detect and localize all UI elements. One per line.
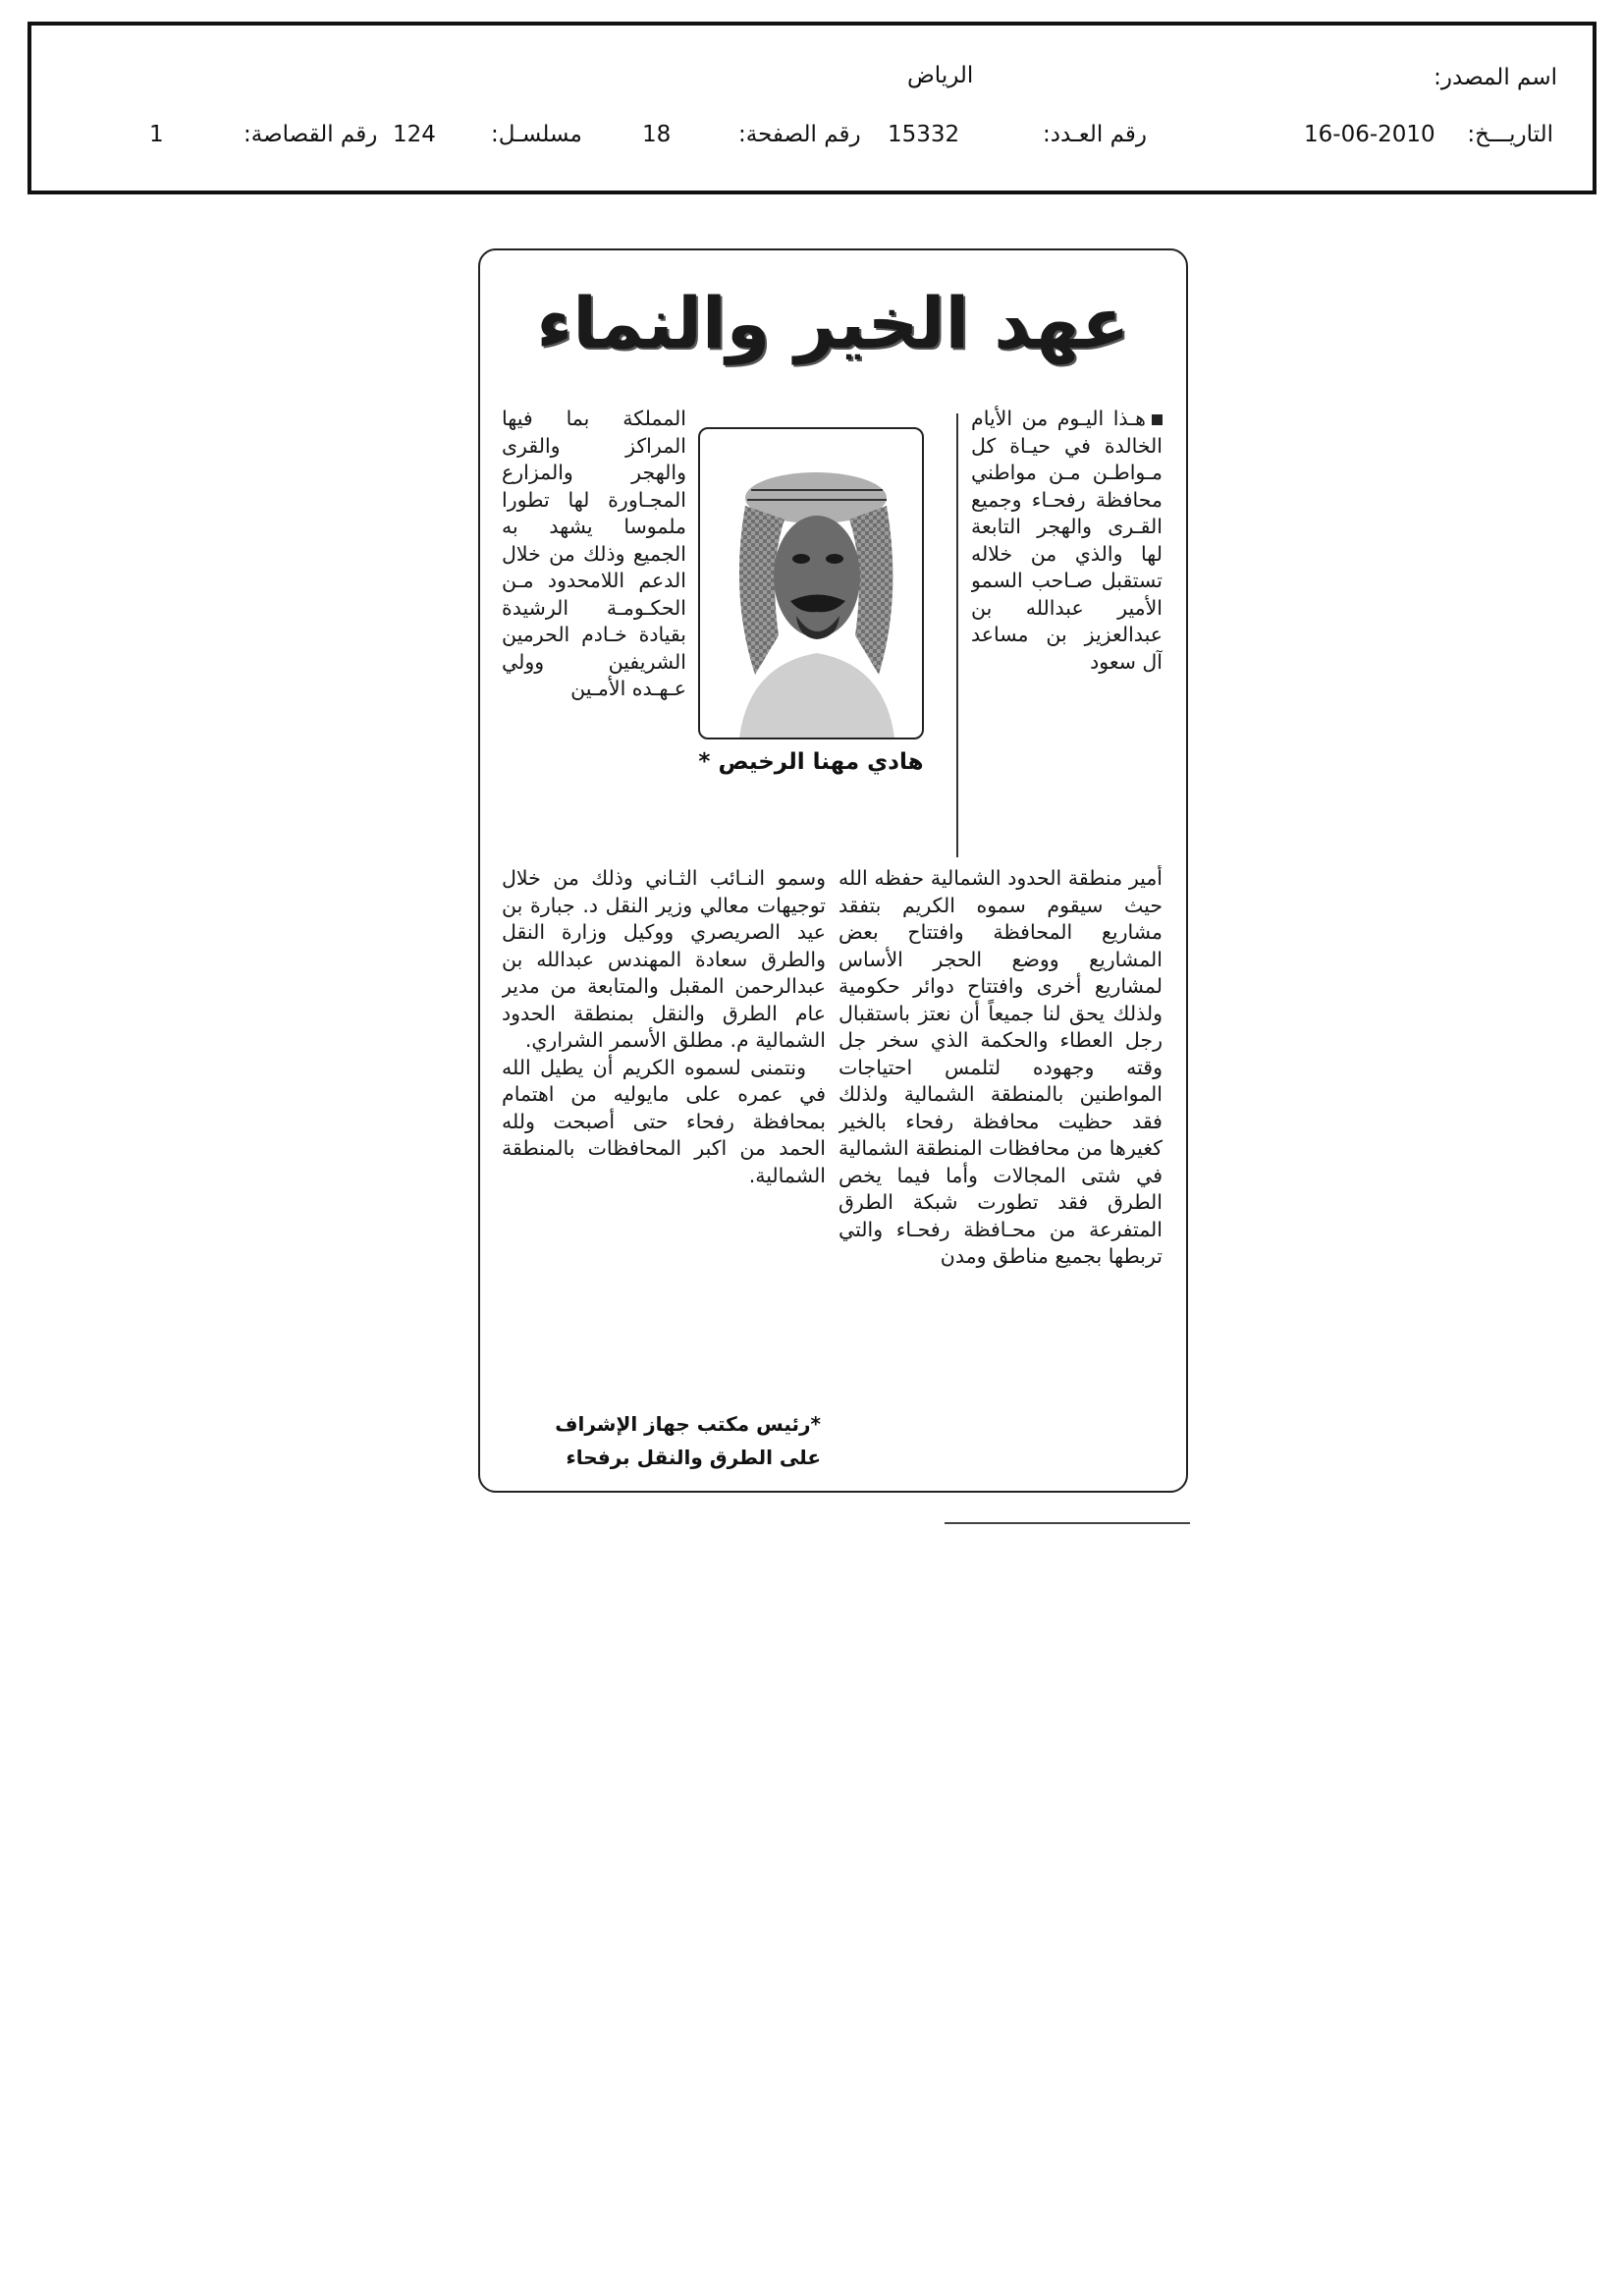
headline: عهد الخير والنماء	[536, 282, 1130, 364]
footnote-line-1: *رئيس مكتب جهاز الإشراف	[555, 1412, 821, 1436]
column-lower-right-text: أمير منطقة الحدود الشمالية حفظه الله حيث سيقوم سموه الكريم بتفقد مشاريع المحافظة وافتتاح بعض المشاريع ووضع الحجر الأساس لمشاريع أخرى وافتتاح دوائر حكومية ولذلك يحق لنا جميعاً أن نعتز باستقبال رجل العطاء والحكمة الذي سخر جل وقته وجهوده لتلمس احتياجات المواطنين بالمنطقة الشمالية ولذلك فقد حظيت محافظة رفحاء بالخير كغيرها من محافظات المنطقة الشمالية في شتى المجالات وأما فيما يخص الطرق فقد تطورت شبكة الطرق المتفرعة من محـافظة رفحـاء والتي تربطها بجميع مناطق ومدن	[839, 866, 1163, 1268]
bullet-icon	[1152, 414, 1163, 425]
article-clipping	[478, 248, 1188, 1493]
author-footnote	[487, 1407, 821, 1474]
clip-label: رقم القصاصة:	[243, 122, 378, 147]
date-value: 16-06-2010	[1304, 122, 1435, 147]
column-left-top-text: المملكة بما فيها المراكز والقرى والهجر والمزارع المجـاورة لها تطورا ملموسا يشهد به الجميع وذلك من خلال الدعم اللامحدود مـن الحكـومـة الرشيدة بقيادة خـادم الحرمين الشريفين وولي عـهـده الأمـين	[502, 407, 686, 700]
issue-label: رقم العـدد:	[1043, 122, 1148, 147]
bottom-rule	[945, 1522, 1190, 1524]
column-right-top	[971, 406, 1163, 863]
column-lower-left-p1: وسمو النـائب الثـاني وذلك من خلال توجيهات معالي وزير النقل د. جبارة بن عيد الصريصري ووكيل وزارة النقل والطرق سعادة المهندس عبدالله بن عبدالرحمن المقبل والمتابعة من مدير عام الطرق والنقل بمنطقة الحدود الشمالية م. مطلق الأسمر الشراري.	[502, 866, 826, 1052]
serial-value: 124	[393, 122, 436, 147]
source-value: الرياض	[907, 63, 974, 88]
column-lower-left	[502, 865, 826, 1376]
source-label: اسم المصدر:	[1434, 65, 1557, 90]
author-byline: هادي مهنا الرخيص *	[698, 749, 924, 775]
issue-value: 15332	[888, 122, 960, 147]
author-portrait-image	[700, 429, 922, 738]
clip-value: 1	[149, 122, 164, 147]
author-photo-frame	[698, 427, 924, 739]
date-label: التاريـــخ:	[1467, 122, 1553, 147]
footnote-line-2: على الطرق والنقل برفحاء	[566, 1446, 821, 1469]
column-lower-right	[839, 865, 1163, 1493]
header-box	[27, 22, 1596, 194]
column-left-top	[502, 406, 686, 863]
column-divider	[956, 413, 958, 857]
column-lower-left-p2: ونتمنى لسموه الكريم أن يطيل الله في عمره على مايوليه من اهتمام بمحافظة رفحاء حتى أصبحت ولله الحمد من اكبر المحافظات بالمنطقة الشمالية.	[502, 1055, 826, 1187]
page-label: رقم الصفحة:	[738, 122, 861, 147]
column-right-text: هـذا اليـوم من الأيام الخالدة في حيـاة كل مـواطـن مـن مواطني محافظة رفحـاء وجميع القـرى والهجر التابعة لها والذي من خلاله تستقبل صـاحب السمو الأمير عبدالله بن عبدالعزيز بن مساعد آل سعود	[971, 407, 1163, 674]
serial-label: مسلسـل:	[491, 122, 582, 147]
page-value: 18	[642, 122, 672, 147]
